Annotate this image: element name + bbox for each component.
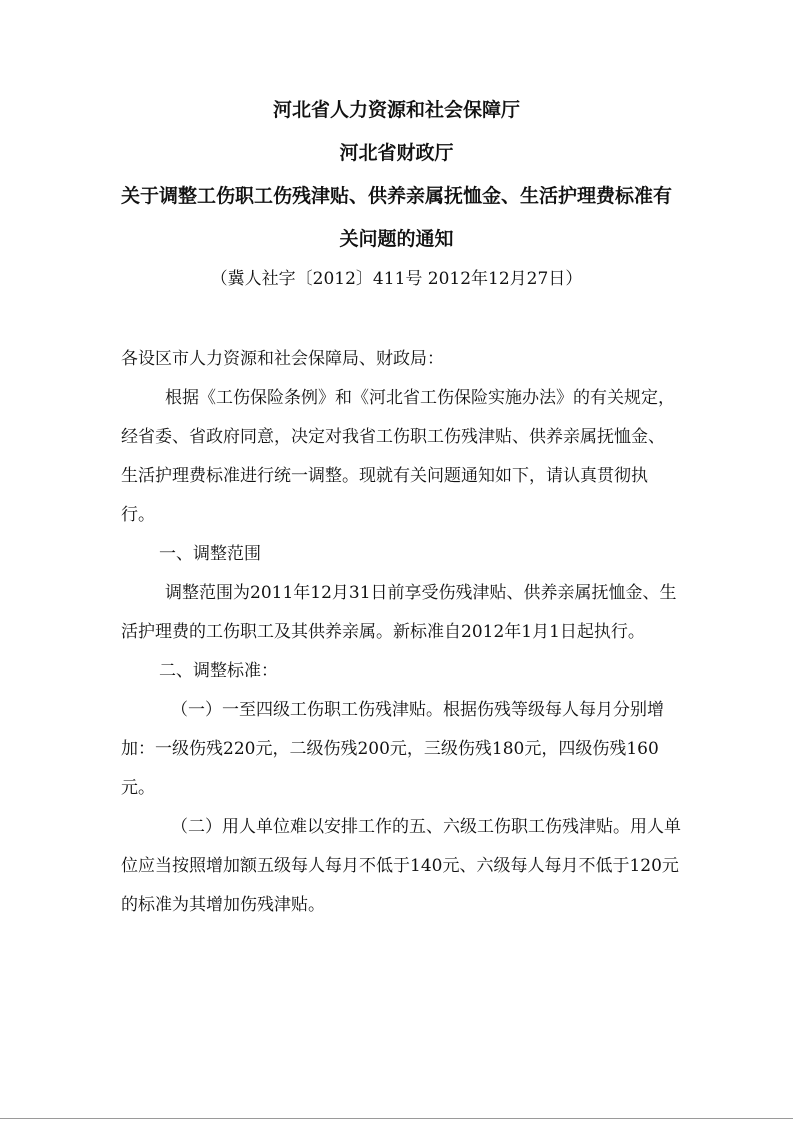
section-2-item-1: （一）一至四级工伤职工伤残津贴。根据伤残等级每人每月分别增加：一级伤残220元，二级伤残200元，三级伤残180元，四级伤残160元。: [121, 700, 664, 798]
title-line-2: 河北省财政厅: [339, 142, 454, 164]
title-line-1: 河北省人力资源和社会保障厅: [272, 99, 520, 121]
salutation: 各设区市人力资源和社会保障局、财政局：: [121, 349, 444, 369]
document-body: [121, 340, 681, 925]
section-1-paragraph: 调整范围为2011年12月31日前享受伤残津贴、供养亲属抚恤金、生活护理费的工伤职工及其供养亲属。新标准自2012年1月1日起执行。: [121, 583, 677, 642]
page-bottom-rule: [0, 1118, 793, 1119]
document-number: （冀人社字〔2012〕411号 2012年12月27日）: [210, 269, 583, 289]
section-2-item-2: （二）用人单位难以安排工作的五、六级工伤职工伤残津贴。用人单位应当按照增加额五级每人每月不低于140元、六级每人每月不低于120元的标准为其增加伤残津贴。: [121, 817, 681, 915]
title-line-3: 关于调整工伤职工伤残津贴、供养亲属抚恤金、生活护理费标准有: [120, 185, 672, 207]
title-line-4: 关问题的通知: [339, 228, 454, 250]
intro-paragraph: 根据《工伤保险条例》和《河北省工伤保险实施办法》的有关规定，经省委、省政府同意，决定对我省工伤职工伤残津贴、供养亲属抚恤金、生活护理费标准进行统一调整。现就有关问题通知如下，请认真贯彻执行。: [121, 388, 675, 525]
section-1-heading: 一、调整范围: [159, 544, 261, 564]
section-2-heading: 二、调整标准：: [159, 661, 278, 681]
